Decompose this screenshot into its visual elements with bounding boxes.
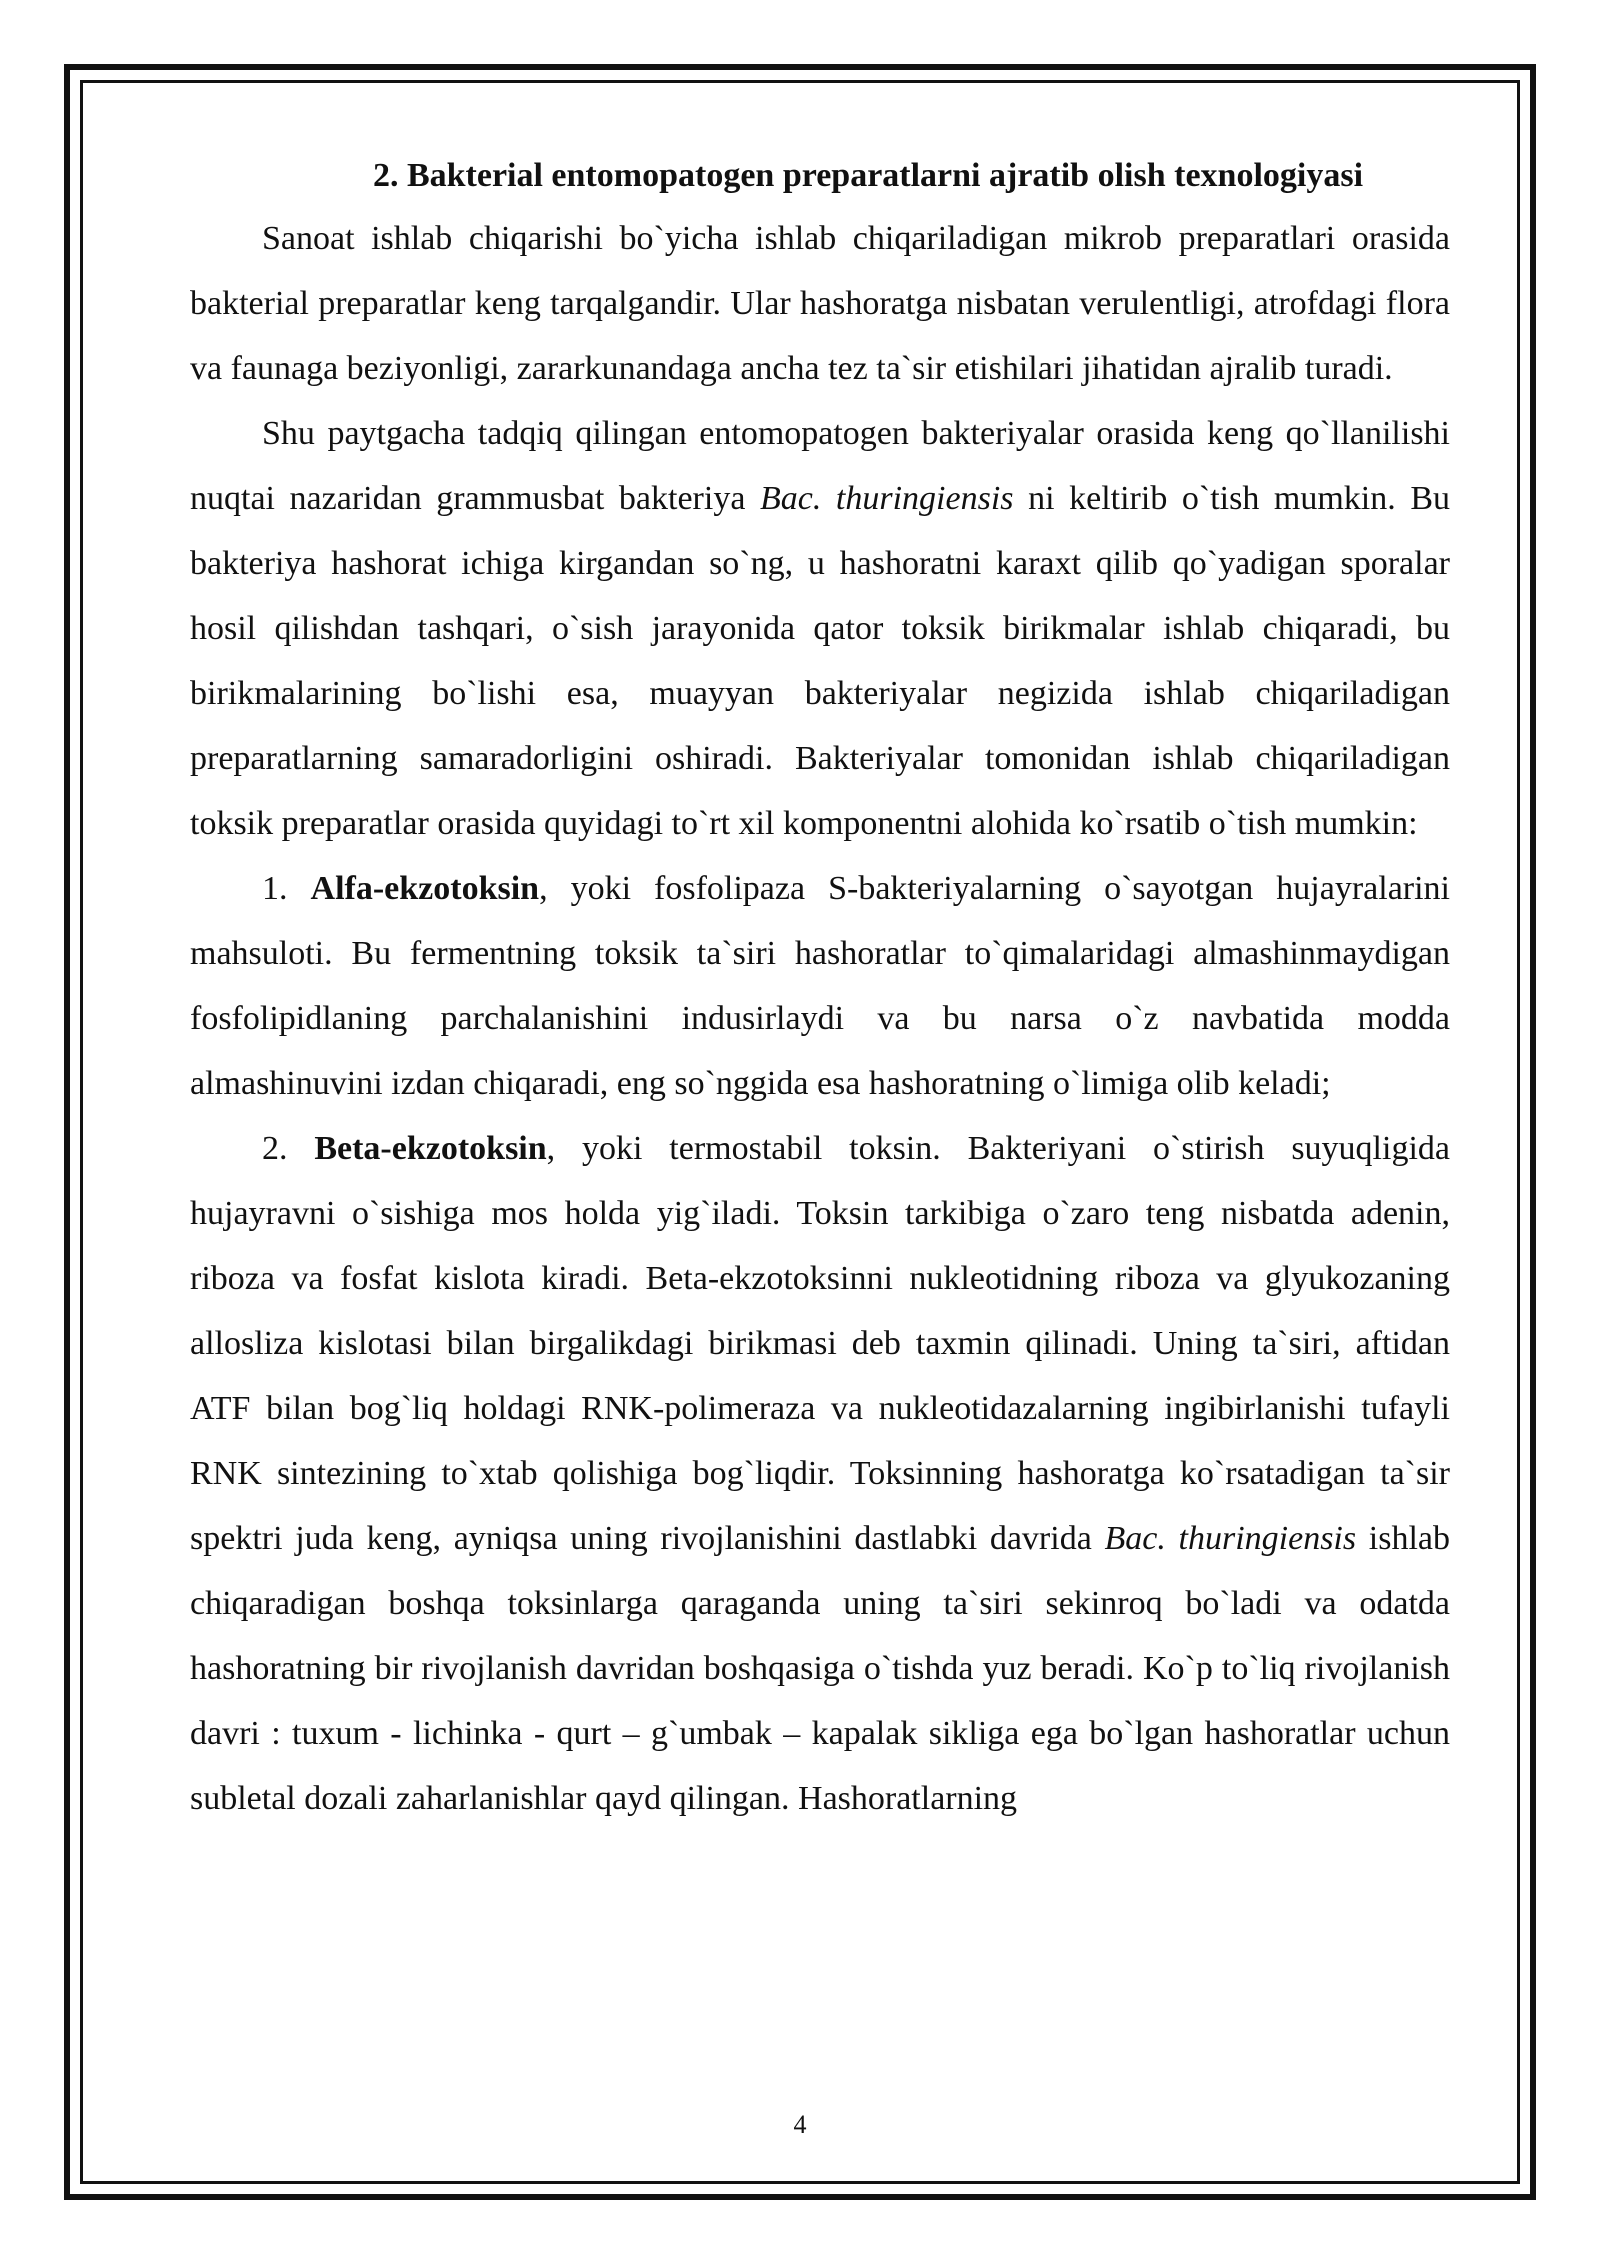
list-item-2 bbox=[190, 1116, 1450, 1831]
paragraph-1 bbox=[190, 206, 1450, 401]
list-item-1-term: Alfa-ekzotoksin bbox=[310, 870, 540, 907]
list-item-1-number: 1. bbox=[262, 870, 288, 907]
list-item-2-text-a: , yoki termostabil toksin. Bakteriyani o`stirish suyuqligida hujayravni o`sishiga mos holda yig`iladi. Toksin tarkibiga o`zaro teng nisbatda adenin, riboza va fosfat kislota kiradi. Beta-ekzotoksinni nukleotidning riboza va glyukozaning allosliza kislotasi bilan birgalikdagi birikmasi deb taxmin qilinadi. Uning ta`siri, aftidan ATF bilan bog`liq holdagi RNK-polimeraza va nukleotidazalarning ingibirlanishi tufayli RNK sintezining to`xtab qolishiga bog`liqdir. Toksinning hashoratga ko`rsatadigan ta`sir spektri juda keng, ayniqsa uning rivojlanishini dastlabki davrida bbox=[190, 1130, 1450, 1557]
list-item-1-text: , yoki fosfolipaza S-bakteriyalarning o`sayotgan hujayralarini mahsuloti. Bu fermentning toksik ta`siri hashoratlar to`qimalaridagi almashinmaydigan fosfolipidlaning parchalanishini indusirlaydi va bu narsa o`z navbatida modda almashinuvini izdan chiqaradi, eng so`nggida esa hashoratning o`limiga olib keladi; bbox=[190, 870, 1450, 1102]
list-item-2-text-b: ishlab chiqaradigan boshqa toksinlarga qaraganda uning ta`siri sekinroq bo`ladi va odatda hashoratning bir rivojlanish davridan boshqasiga o`tishda yuz beradi. Ko`p to`liq rivojlanish davri : tuxum - lichinka - qurt – g`umbak – kapalak sikliga ega bo`lgan hashoratlar uchun subletal dozali zaharlanishlar qayd qilingan. Hashoratlarning bbox=[190, 1520, 1451, 1817]
section-heading: 2. Bakterial entomopatogen preparatlarni ajratib olish texnologiyasi bbox=[372, 157, 1364, 194]
paragraph-2 bbox=[190, 401, 1450, 856]
list-item-1 bbox=[190, 856, 1450, 1116]
species-name: Bac. thuringiensis bbox=[1104, 1520, 1357, 1557]
paragraph-2-text-b: ni keltirib o`tish mumkin. Bu bakteriya hashorat ichiga kirgandan so`ng, u hashoratni karaxt qilib qo`yadigan sporalar hosil qilishdan tashqari, o`sish jarayonida qator toksik birikmalar ishlab chiqaradi, bu birikmalarining bo`lishi esa, muayyan bakteriyalar negizida ishlab chiqariladigan preparatlarning samaradorligini oshiradi. Bakteriyalar tomonidan ishlab chiqariladigan toksik preparatlar orasida quyidagi to`rt xil komponentni alohida ko`rsatib o`tish mumkin: bbox=[190, 480, 1451, 842]
document-body bbox=[190, 146, 1450, 1831]
page-number: 4 bbox=[793, 2110, 807, 2139]
paragraph-1-text: Sanoat ishlab chiqarishi bo`yicha ishlab chiqariladigan mikrob preparatlari orasida bakterial preparatlar keng tarqalgandir. Ular hashoratga nisbatan verulentligi, atrofdagi flora va faunaga beziyonligi, zararkunandaga ancha tez ta`sir etishilari jihatidan ajralib turadi. bbox=[190, 220, 1450, 387]
paragraph-2-text-a: Shu paytgacha tadqiq qilingan entomopatogen bakteriyalar orasida keng qo`llanilishi nuqtai nazaridan grammusbat bakteriya bbox=[190, 415, 1450, 517]
list-item-2-number: 2. bbox=[262, 1130, 288, 1167]
species-name: Bac. thuringiensis bbox=[760, 480, 1014, 517]
list-item-2-term: Beta-ekzotoksin bbox=[314, 1130, 547, 1167]
